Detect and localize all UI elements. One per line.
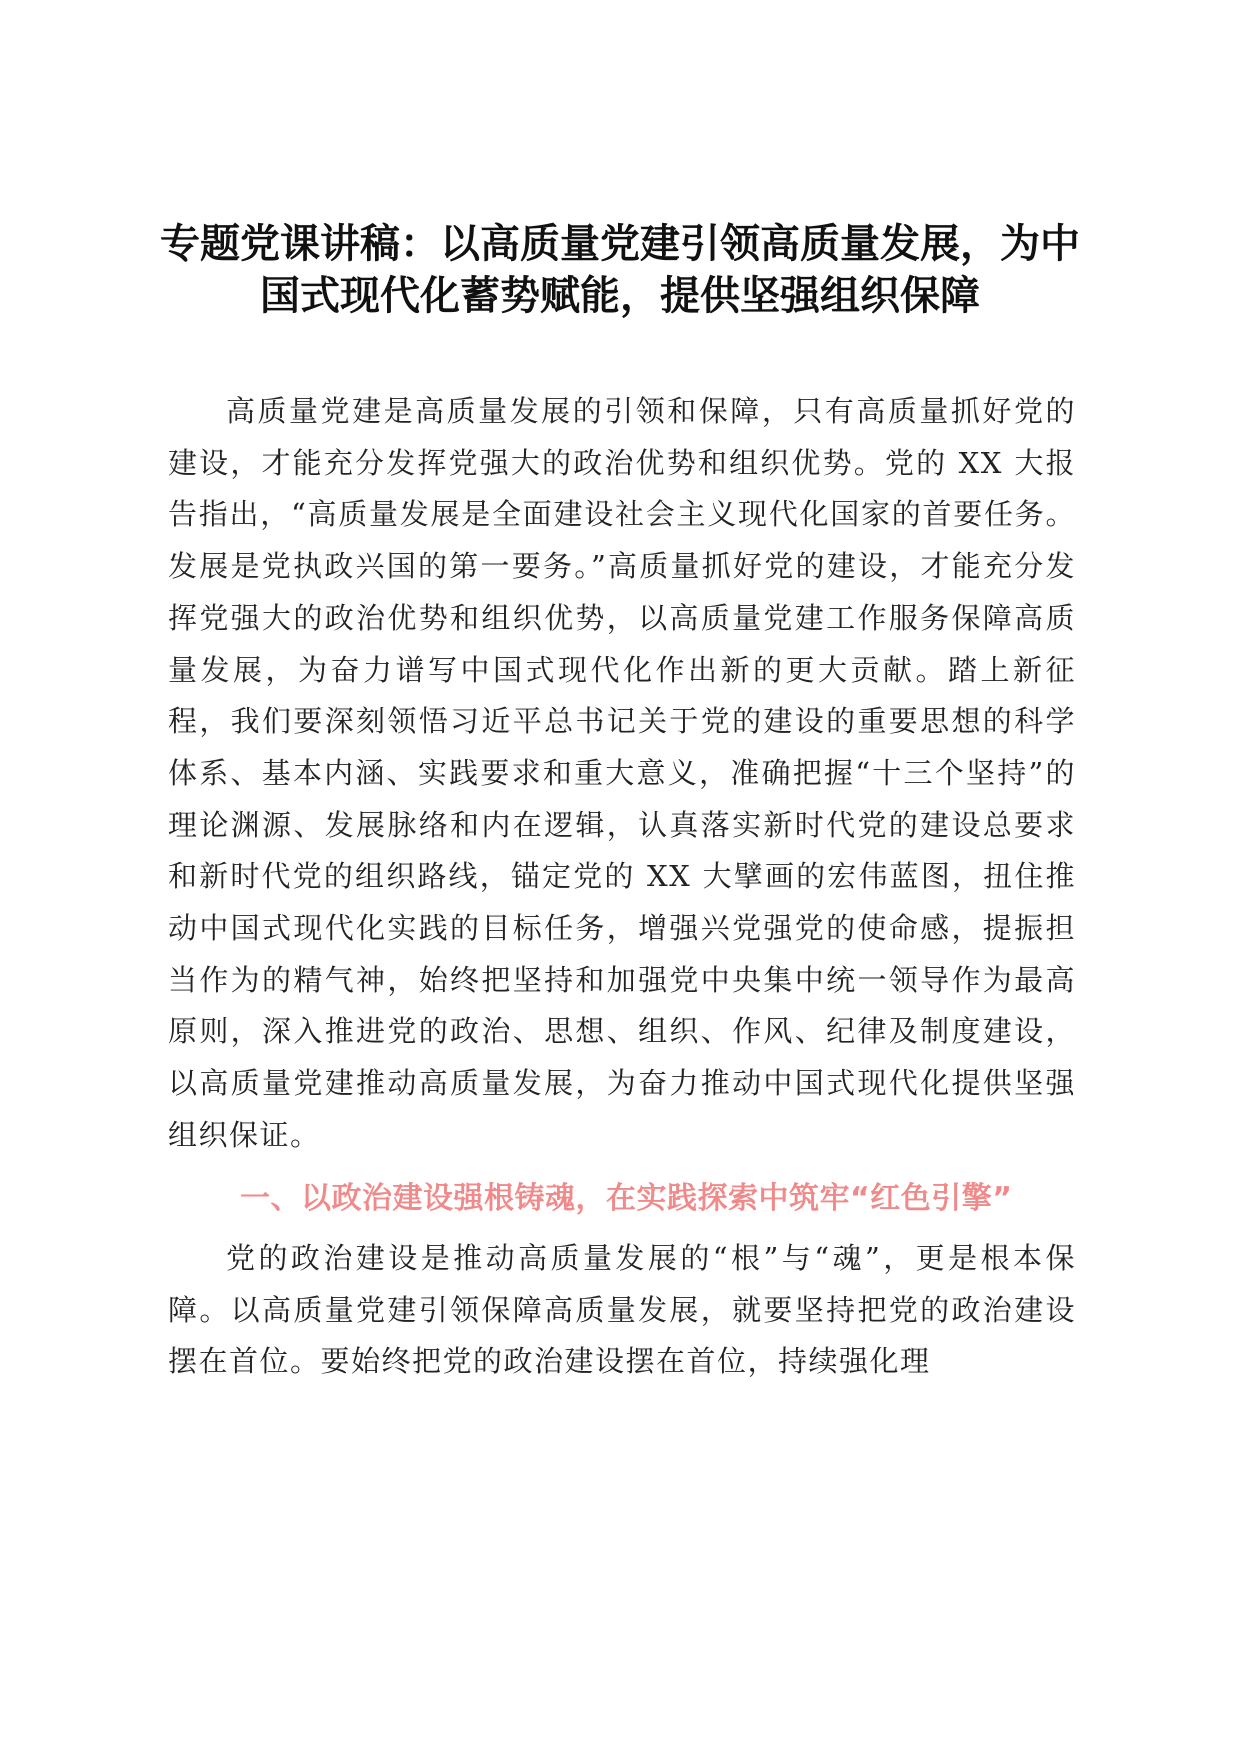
body-paragraph-1: 高质量党建是高质量发展的引领和保障，只有高质量抓好党的建设，才能充分发挥党强大的政治优势和组织优势。党的 XX 大报告指出，“高质量发展是全面建设社会主义现代化国家的首要任务。发展是党执政兴国的第一要务。”高质量抓好党的建设，才能充分发挥党强大的政治优势和组织优势，以高质量党建工作服务保障高质量发展，为奋力谱写中国式现代化作出新的更大贡献。踏上新征程，我们要深刻领悟习近平总书记关于党的建设的重要思想的科学体系、基本内涵、实践要求和重大意义，准确把握“十三个坚持”的理论渊源、发展脉络和内在逻辑，认真落实新时代党的建设总要求和新时代党的组织路线，锚定党的 XX 大擘画的宏伟蓝图，扭住推动中国式现代化实践的目标任务，增强兴党强党的使命感，提振担当作为的精气神，始终把坚持和加强党中央集中统一领导作为最高原则，深入推进党的政治、思想、组织、作风、纪律及制度建设，以高质量党建推动高质量发展，为奋力推动中国式现代化提供坚强组织保证。 [168,394,1076,1152]
document-title: 专题党课讲稿：以高质量党建引领高质量发展，为中国式现代化蓄势赋能，提供坚强组织保障 [160,221,1080,319]
section-heading-1: 一、以政治建设强根铸魂，在实践探索中筑牢“红色引擎” [240,1181,1013,1216]
body-paragraph-2: 党的政治建设是推动高质量发展的“根”与“魂”，更是根本保障。以高质量党建引领保障高质量发展，就要坚持把党的政治建设摆在首位。要始终把党的政治建设摆在首位，持续强化理 [168,1241,1076,1379]
